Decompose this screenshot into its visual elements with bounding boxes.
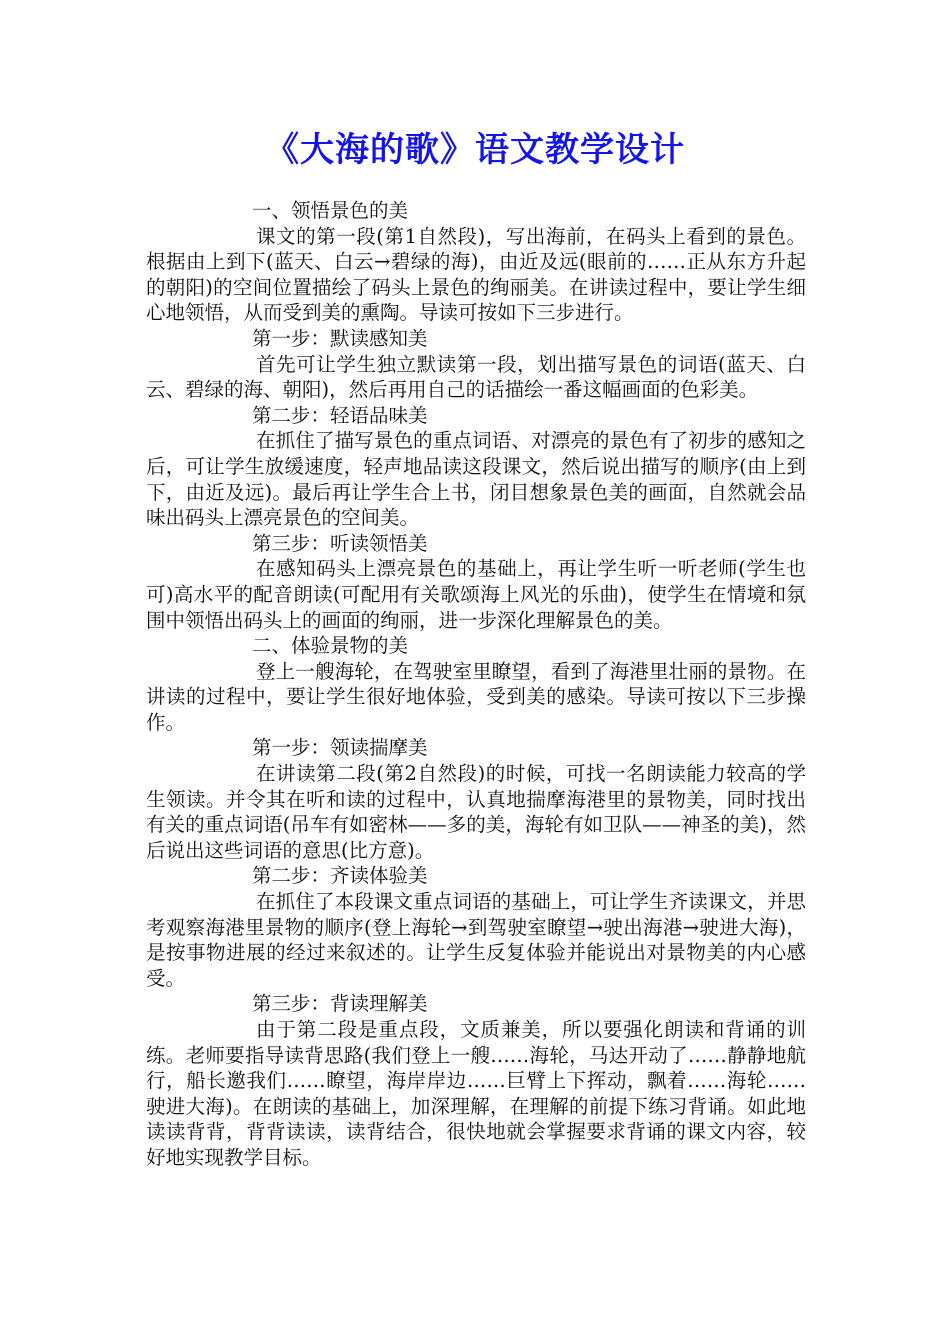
body-paragraph: 在感知码头上漂亮景色的基础上，再让学生听一听老师(学生也可)高水平的配音朗读(可配用有关歌颂海上风光的乐曲)，使学生在情境和氛围中领悟出码头上的画面的绚丽，进一步深化理解景色的美。 [146,557,806,632]
body-paragraph: 由于第二段是重点段，文质兼美，所以要强化朗读和背诵的训练。老师要指导读背思路(我们登上一艘……海轮，马达开动了……静静地航行，船长邀我们……瞭望，海岸岸边……巨臂上下挥动，飘着……海轮……驶进大海)。在朗读的基础上，加深理解，在理解的前提下练习背诵。如此地读读背背，背背读读，读背结合，很快地就会掌握要求背诵的课文内容，较好地实现教学目标。 [146,1018,806,1169]
section-heading: 一、领悟景色的美 [252,199,409,222]
step-heading: 第一步：默读感知美 [252,326,428,350]
section-heading: 二、体验景物的美 [252,634,409,658]
body-paragraph: 登上一艘海轮，在驾驶室里瞭望，看到了海港里壮丽的景物。在讲读的过程中，要让学生很好地体验，受到美的感染。导读可按以下三步操作。 [146,659,806,734]
step-heading: 第三步：听读领悟美 [252,531,428,555]
step-heading: 第二步：齐读体验美 [252,864,428,888]
body-paragraph: 在讲读第二段(第2自然段)的时候，可找一名朗读能力较高的学生领读。并令其在听和读的过程中，认真地揣摩海港里的景物美，同时找出有关的重点词语(吊车有如密林——多的美，海轮有如卫队——神圣的美)，然后说出这些词语的意思(比方意)。 [146,762,806,862]
body-paragraph: 在抓住了本段课文重点词语的基础上，可让学生齐读课文，并思考观察海港里景物的顺序(登上海轮→到驾驶室瞭望→驶出海港→驶进大海)，是按事物进展的经过来叙述的。让学生反复体验并能说出对景物美的内心感受。 [146,890,806,990]
body-paragraph: 课文的第一段(第1自然段)，写出海前，在码头上看到的景色。根据由上到下(蓝天、白云→碧绿的海)，由近及远(眼前的……正从东方升起的朝阳)的空间位置描绘了码头上景色的绚丽美。在讲读过程中，要让学生细心地领悟，从而受到美的熏陶。导读可按如下三步进行。 [146,224,806,325]
step-heading: 第一步：领读揣摩美 [252,736,428,760]
body-paragraph: 在抓住了描写景色的重点词语、对漂亮的景色有了初步的感知之后，可让学生放缓速度，轻声地品读这段课文，然后说出描写的顺序(由上到下，由近及远)。最后再让学生合上书，闭目想象景色美的画面，自然就会品味出码头上漂亮景色的空间美。 [146,429,806,530]
step-heading: 第三步：背读理解美 [252,992,428,1016]
step-heading: 第二步：轻语品味美 [252,403,428,427]
body-paragraph: 首先可让学生独立默读第一段，划出描写景色的词语(蓝天、白云、碧绿的海、朝阳)，然后再用自己的话描绘一番这幅画面的色彩美。 [146,352,806,402]
document-body [146,198,806,1171]
document-title: 《大海的歌》语文教学设计 [265,130,685,170]
